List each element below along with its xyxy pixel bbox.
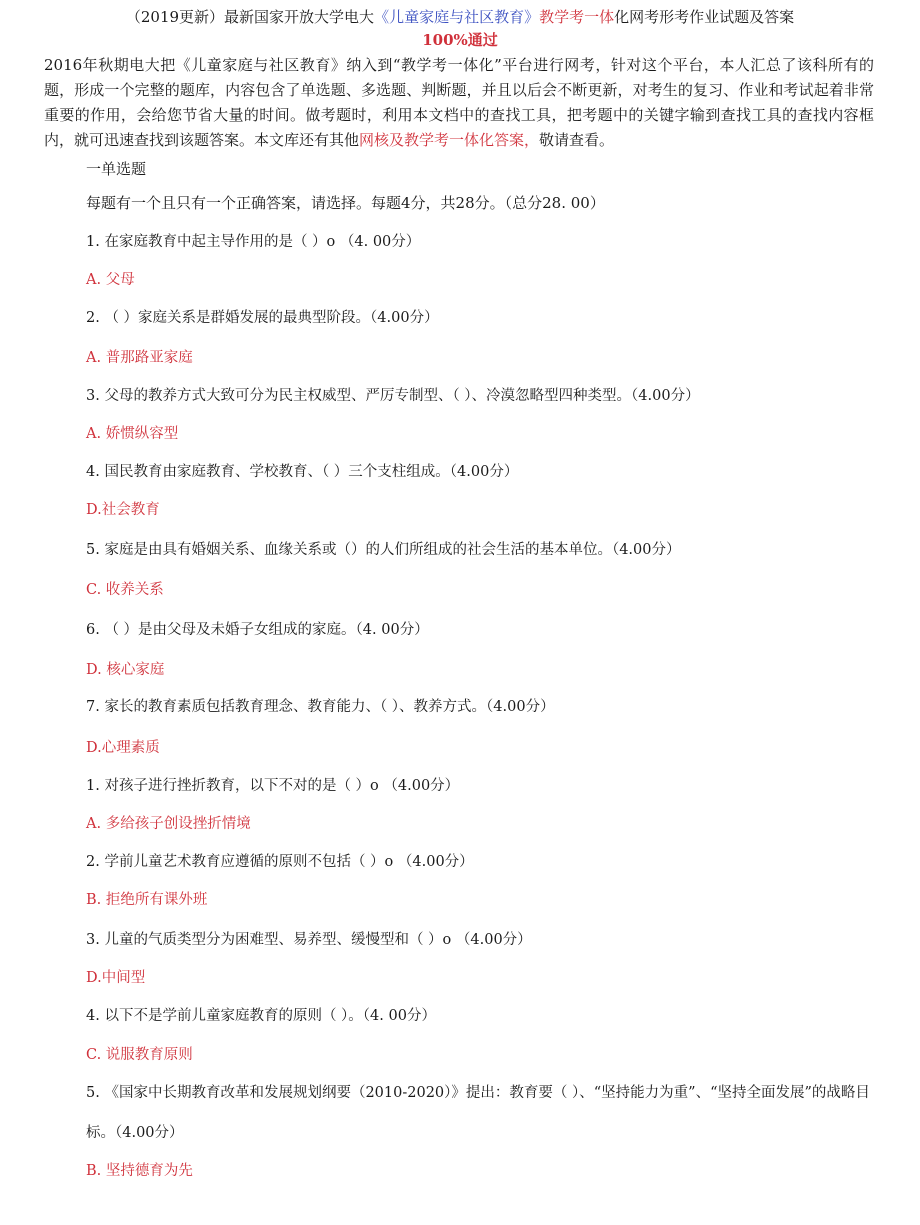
question-text: 2. 学前儿童艺术教育应遵循的原则不包括（ ）o （4.00分） — [86, 854, 474, 870]
answer-text: A. 父母 — [86, 272, 135, 288]
answer-text: C. 收养关系 — [86, 582, 164, 598]
section-title: 一单选题 — [86, 160, 147, 178]
question-text: 1. 对孩子进行挫折教育，以下不对的是（ ）o （4.00分） — [86, 778, 460, 794]
answer-text: A. 普那路亚家庭 — [86, 350, 193, 366]
question-text: 5. 《国家中长期教育改革和发展规划纲要（2010-2020）》提出：教育要（ ）、“坚持能力为重”、“坚持全面发展”的战略目标。（4.00分） — [86, 1085, 870, 1141]
question-text: 4. 以下不是学前儿童家庭教育的原则（ ）。（4. 00分） — [86, 1008, 436, 1024]
answer-text: A. 娇惯纵容型 — [86, 426, 179, 442]
title-course: 《儿童家庭与社区教育》 — [374, 8, 540, 26]
title-highlight: 教学考一体 — [539, 8, 615, 26]
title-prefix: （2019更新）最新国家开放大学电大 — [125, 8, 375, 26]
document-title — [0, 7, 920, 27]
question-text: 3. 儿童的气质类型分为困难型、易养型、缓慢型和（ ）o （4.00分） — [86, 932, 532, 948]
question-text: 6. （ ）是由父母及未婚子女组成的家庭。（4. 00分） — [86, 622, 429, 638]
intro-text-end: 敬请查看。 — [539, 131, 615, 149]
question-text: 5. 家庭是由具有婚姻关系、血缘关系或（）的人们所组成的社会生活的基本单位。（4.00分） — [86, 542, 681, 558]
answer-text: D. 核心家庭 — [86, 662, 165, 678]
question-text: 7. 家长的教育素质包括教育理念、教育能力、（ ）、教养方式。（4.00分） — [86, 699, 555, 715]
intro-link-text[interactable]: 网核及教学考一体化答案， — [359, 131, 540, 149]
answer-text: D.心理素质 — [86, 740, 160, 756]
answer-text: A. 多给孩子创设挫折情境 — [86, 816, 251, 832]
intro-paragraph — [44, 53, 874, 153]
section-instruction: 每题有一个且只有一个正确答案，请选择。每题4分，共28分。（总分28. 00） — [86, 194, 605, 212]
document-subtitle: 100%通过 — [422, 31, 498, 49]
answer-text: D.中间型 — [86, 970, 146, 986]
answer-text: B. 坚持德育为先 — [86, 1163, 193, 1179]
question-text: 2. （ ）家庭关系是群婚发展的最典型阶段。（4.00分） — [86, 310, 439, 326]
question-text: 1. 在家庭教育中起主导作用的是（ ）o （4. 00分） — [86, 234, 421, 250]
question-text: 4. 国民教育由家庭教育、学校教育、（ ）三个支柱组成。（4.00分） — [86, 464, 519, 480]
answer-text: B. 拒绝所有课外班 — [86, 892, 208, 908]
intro-text: 2016年秋期电大把《儿童家庭与社区教育》纳入到“教学考一体化”平台进行网考，针对这个平台，本人汇总了该科所有的题，形成一个完整的题库，内容包含了单选题、多选题、判断题，并且以后会不断更新，对考生的复习、作业和考试起着非常重要的作用，会给您节省大量的时间。做考题时，利用本文档中的查找工具，把考题中的关键字输到查找工具的查找内容框内，就可迅速查找到该题答案。本文库还有其他 — [44, 56, 874, 149]
answer-text: C. 说服教育原则 — [86, 1047, 193, 1063]
title-suffix: 化网考形考作业试题及答案 — [614, 8, 795, 26]
answer-text: D.社会教育 — [86, 502, 160, 518]
question-text: 3. 父母的教养方式大致可分为民主权威型、严厉专制型、（ ）、冷漠忽略型四种类型。（4.00分） — [86, 388, 700, 404]
